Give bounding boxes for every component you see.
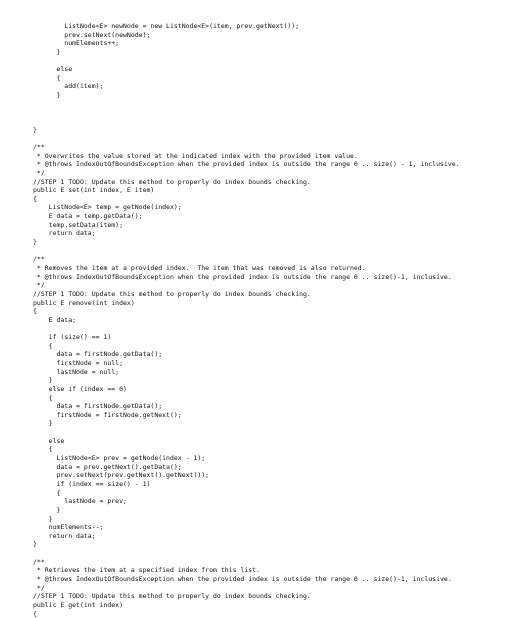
code-line — [33, 100, 460, 109]
code-line: data = firstNode.getData(); — [33, 402, 163, 411]
code-line: return data; — [33, 229, 96, 238]
code-line: if (index == size() - 1) — [33, 479, 151, 488]
code-line: else if (index == 0) — [33, 384, 127, 393]
code-line: ListNode<E> newNode = new ListNode<E>(item, prev.getNext()); — [33, 22, 300, 30]
code-line: * Overwrites the value stored at the indicated index with the provided item value. — [33, 151, 358, 160]
code-line: firstNode = firstNode.getNext(); — [33, 410, 182, 419]
code-line: numElements--; — [33, 523, 104, 532]
code-line: */ — [33, 168, 45, 177]
code-line: { — [33, 488, 61, 497]
code-line — [33, 428, 460, 437]
code-line: /** — [33, 255, 45, 264]
code-line: prev.setNext(newNode); — [33, 30, 151, 39]
code-line: temp.setData(item); — [33, 220, 124, 229]
code-line: } — [33, 505, 61, 514]
code-line: * @throws IndexOutOfBoundsException when the provided index is outside the range 0 .. size() - 1, inclusive. — [33, 160, 460, 169]
code-line: E data = temp.getData(); — [33, 212, 143, 221]
code-line: { — [33, 393, 53, 402]
code-line: } — [33, 125, 37, 134]
code-line: E data; — [33, 315, 77, 324]
code-line: lastNode = null; — [33, 367, 120, 376]
code-line: } — [33, 540, 37, 549]
code-line: * Retrieves the item at a specified index from this list. — [33, 566, 260, 575]
code-line: { — [33, 445, 53, 454]
code-line: numElements++; — [33, 39, 120, 48]
code-line: */ — [33, 583, 45, 592]
code-line: add(item); — [33, 82, 104, 91]
code-line: /** — [33, 557, 45, 566]
code-line — [33, 134, 460, 143]
code-line: firstNode = null; — [33, 358, 124, 367]
code-line: /** — [33, 142, 45, 151]
code-line: if (size() == 1) — [33, 333, 112, 342]
code-line: ListNode<E> prev = getNode(index - 1); — [33, 454, 206, 463]
code-line — [33, 247, 460, 256]
code-line: data = firstNode.getData(); — [33, 350, 163, 359]
code-line: { — [33, 341, 53, 350]
code-line: //STEP 1 TODO: Update this method to properly do index bounds checking. — [33, 289, 311, 298]
code-line: public E remove(int index) — [33, 298, 135, 307]
code-line: //STEP 1 TODO: Update this method to properly do index bounds checking. — [33, 177, 311, 186]
code-line: ListNode<E> temp = getNode(index); — [33, 203, 182, 212]
code-line: lastNode = prev; — [33, 497, 127, 506]
code-line: { — [33, 307, 37, 316]
code-line: } — [33, 419, 53, 428]
code-line: { — [33, 609, 37, 618]
code-line: else — [33, 65, 73, 74]
code-line: * Removes the item at a provided index. The item that was removed is also returned. — [33, 263, 366, 272]
code-line — [33, 117, 460, 126]
code-line: } — [33, 91, 61, 100]
code-line: } — [33, 514, 53, 523]
code-line: { — [33, 73, 61, 82]
code-line: return data; — [33, 531, 96, 540]
code-line — [33, 108, 460, 117]
code-line: } — [33, 238, 37, 247]
code-line: prev.setNext(prev.getNext().getNext()); — [33, 471, 210, 480]
code-line — [33, 549, 460, 558]
code-listing — [33, 22, 460, 618]
code-line: */ — [33, 281, 45, 290]
code-line: * @throws IndexOutOfBoundsException when the provided index is outside the range 0 .. size()-1, inclusive. — [33, 575, 452, 583]
code-line: data = prev.getNext().getData(); — [33, 462, 182, 471]
code-line: { — [33, 194, 37, 203]
code-line: } — [33, 47, 61, 56]
code-line — [33, 324, 460, 333]
code-line — [33, 57, 460, 66]
code-line: * @throws IndexOutOfBoundsException when the provided index is outside the range 0 .. size()-1, inclusive. — [33, 272, 452, 281]
code-line: public E get(int index) — [33, 600, 124, 609]
code-line: public E set(int index, E item) — [33, 186, 155, 195]
code-line: //STEP 1 TODO: Update this method to properly do index bounds checking. — [33, 592, 311, 601]
code-line: } — [33, 376, 53, 385]
code-line: else — [33, 436, 65, 445]
